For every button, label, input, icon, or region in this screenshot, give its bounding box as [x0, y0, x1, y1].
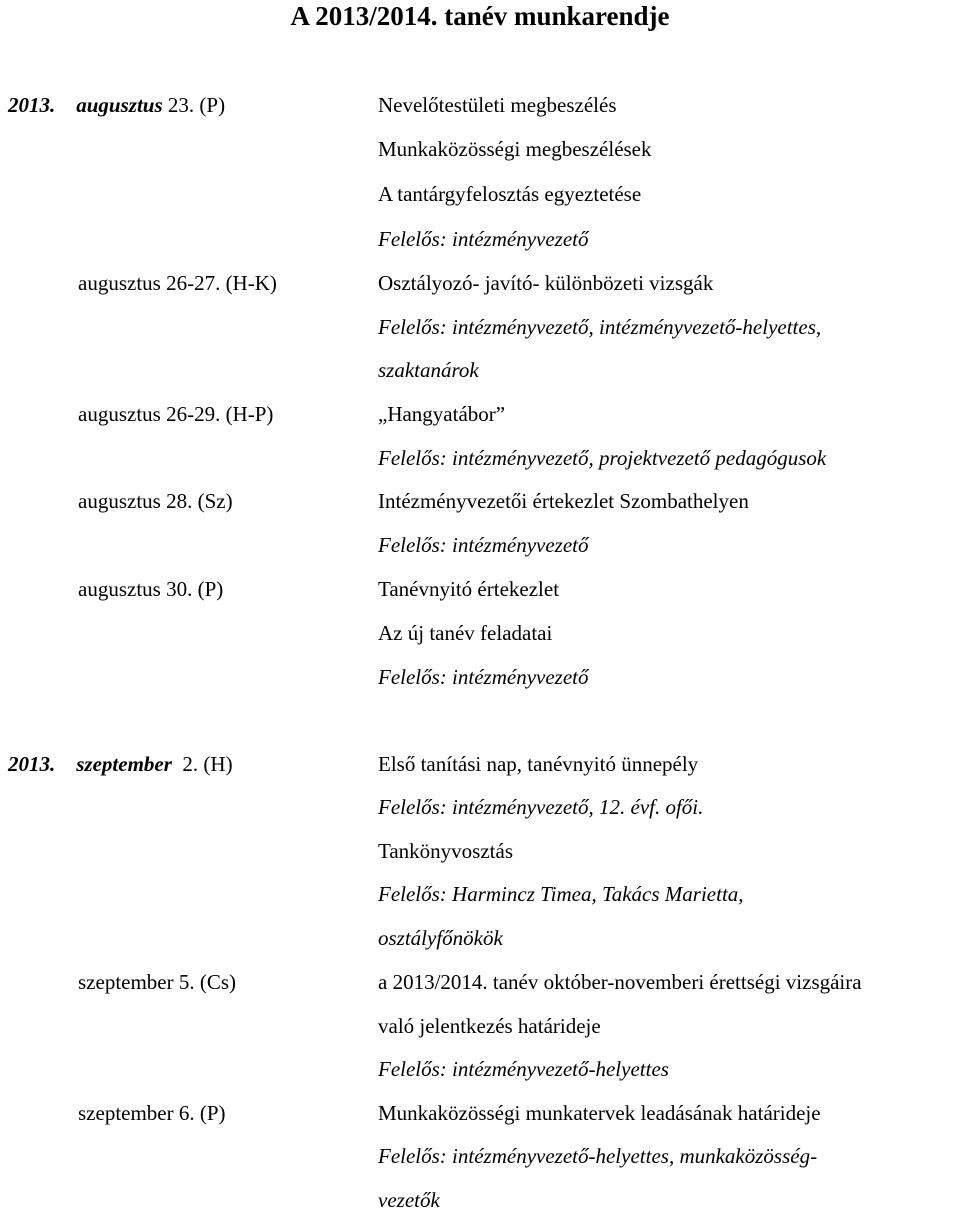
- responsible-line: Felelős: intézményvezető-helyettes: [378, 1057, 669, 1081]
- event-line: Tankönyvosztás: [378, 839, 514, 863]
- responsible-line: szaktanárok: [378, 358, 479, 382]
- event-line: Munkaközösségi munkatervek leadásának határideje: [378, 1101, 821, 1125]
- date: 2. (H): [182, 752, 233, 776]
- event-line: A tantárgyfelosztás egyeztetése: [378, 182, 642, 206]
- event-line: Első tanítási nap, tanévnyitó ünnepély: [378, 752, 699, 776]
- responsible-line: Felelős: intézményvezető: [378, 533, 589, 557]
- september-first-date: [8, 751, 233, 777]
- event-line: „Hangyatábor”: [378, 402, 506, 426]
- event-line: Intézményvezetői értekezlet Szombathelyen: [378, 489, 749, 513]
- responsible-line: Felelős: Harmincz Timea, Takács Marietta,: [378, 882, 744, 906]
- year: 2013.: [8, 93, 56, 117]
- year: 2013.: [8, 752, 56, 776]
- responsible-line: Felelős: intézményvezető-helyettes, munkaközösség-: [378, 1144, 818, 1168]
- event-line: Osztályozó- javító- különbözeti vizsgák: [378, 271, 714, 295]
- month: szeptember: [76, 752, 172, 776]
- date: augusztus 26-29. (H-P): [78, 402, 274, 426]
- responsible-line: osztályfőnökök: [378, 926, 503, 950]
- date: szeptember 6. (P): [78, 1101, 226, 1125]
- responsible-line: vezetők: [378, 1188, 440, 1212]
- date: 23. (P): [167, 93, 226, 117]
- date: szeptember 5. (Cs): [78, 970, 237, 994]
- responsible-line: Felelős: intézményvezető, projektvezető pedagógusok: [378, 446, 827, 470]
- responsible-line: Felelős: intézményvezető, 12. évf. ofői.: [378, 795, 704, 819]
- event-line: Tanévnyitó értekezlet: [378, 577, 560, 601]
- event-line: Az új tanév feladatai: [378, 621, 553, 645]
- date: augusztus 30. (P): [78, 577, 224, 601]
- event-line: Munkaközösségi megbeszélések: [378, 137, 652, 161]
- event-line: a 2013/2014. tanév október-novemberi érettségi vizsgáira: [378, 970, 862, 994]
- page-title: A 2013/2014. tanév munkarendje: [290, 1, 670, 31]
- responsible-line: Felelős: intézményvezető: [378, 665, 589, 689]
- date: augusztus 28. (Sz): [78, 489, 233, 513]
- responsible-line: Felelős: intézményvezető: [378, 227, 589, 251]
- event-line: való jelentkezés határideje: [378, 1014, 601, 1038]
- event-line: Nevelőtestületi megbeszélés: [378, 93, 617, 117]
- august-first-date: [8, 92, 225, 118]
- date: augusztus 26-27. (H-K): [78, 271, 277, 295]
- month: augusztus: [76, 93, 163, 117]
- responsible-line: Felelős: intézményvezető, intézményvezető-helyettes,: [378, 315, 822, 339]
